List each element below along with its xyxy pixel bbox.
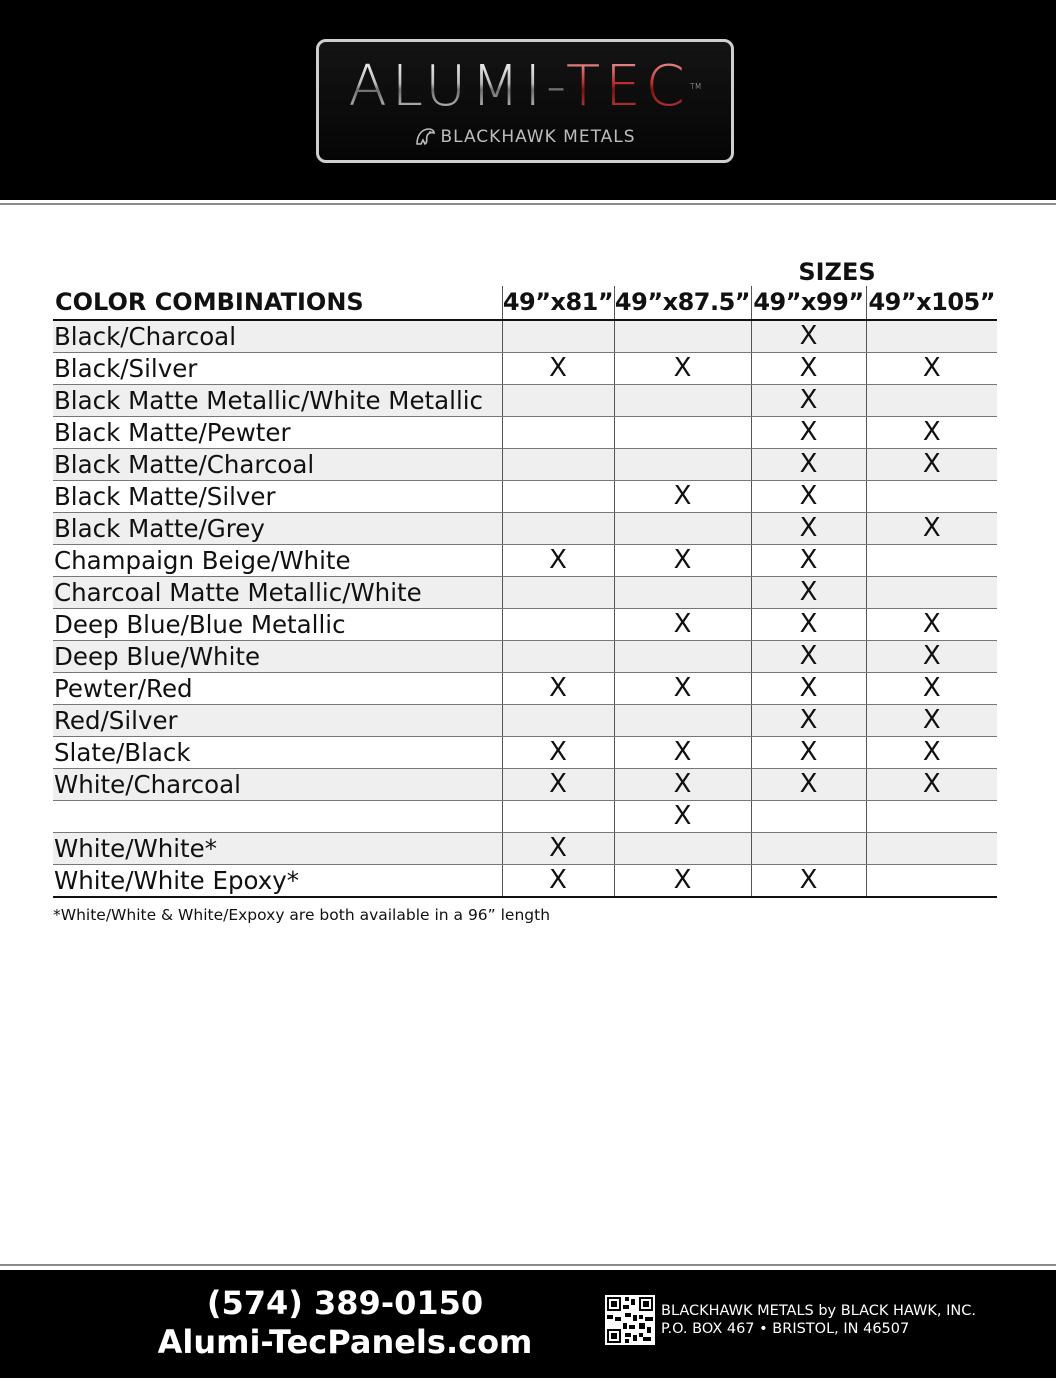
size-header: 49”x87.5” [614, 286, 751, 320]
availability-mark [866, 481, 997, 513]
availability-mark: X [614, 353, 751, 385]
availability-mark [502, 449, 614, 481]
availability-mark [502, 513, 614, 545]
color-combination-name: Champaign Beige/White [53, 545, 502, 577]
logo-trademark: TM [689, 82, 702, 91]
availability-mark: X [751, 641, 866, 673]
availability-mark: X [751, 320, 866, 353]
availability-mark [614, 833, 751, 865]
availability-mark [866, 833, 997, 865]
color-combination-name: Black/Silver [53, 353, 502, 385]
availability-mark: X [866, 737, 997, 769]
availability-mark [614, 513, 751, 545]
alumi-tec-logo [316, 39, 734, 163]
table-row [53, 609, 997, 641]
table-row [53, 801, 997, 833]
size-header: 49”x99” [751, 286, 866, 320]
table-row [53, 353, 997, 385]
size-header: 49”x105” [866, 286, 997, 320]
availability-mark [866, 865, 997, 898]
table-row [53, 769, 997, 801]
color-combination-name: Deep Blue/Blue Metallic [53, 609, 502, 641]
page-footer [0, 1270, 1056, 1378]
availability-mark [614, 385, 751, 417]
table-row [53, 449, 997, 481]
color-combination-name: Black Matte/Silver [53, 481, 502, 513]
logo-subtitle [319, 126, 731, 147]
table-header-row [53, 286, 997, 320]
availability-mark: X [614, 481, 751, 513]
availability-mark: X [502, 833, 614, 865]
availability-mark [866, 545, 997, 577]
color-combination-name: White/Charcoal [53, 769, 502, 801]
table-row [53, 320, 997, 353]
availability-mark: X [866, 449, 997, 481]
availability-mark [502, 801, 614, 833]
availability-mark [502, 641, 614, 673]
availability-mark: X [502, 769, 614, 801]
table-row [53, 577, 997, 609]
color-combination-name: Black Matte/Charcoal [53, 449, 502, 481]
availability-mark: X [751, 673, 866, 705]
availability-mark [614, 705, 751, 737]
availability-mark [751, 801, 866, 833]
availability-mark: X [614, 609, 751, 641]
availability-mark [502, 320, 614, 353]
table-row [53, 705, 997, 737]
availability-mark: X [866, 513, 997, 545]
availability-mark: X [751, 705, 866, 737]
hawk-icon [414, 126, 436, 146]
availability-mark: X [614, 801, 751, 833]
availability-mark: X [502, 673, 614, 705]
color-size-table [53, 286, 997, 898]
company-address [661, 1302, 976, 1338]
availability-mark [614, 320, 751, 353]
availability-mark [866, 577, 997, 609]
table-row [53, 545, 997, 577]
availability-mark: X [751, 513, 866, 545]
availability-mark: X [751, 609, 866, 641]
color-combination-name: White/White* [53, 833, 502, 865]
company-po-box: P.O. BOX 467 • BRISTOL, IN 46507 [661, 1321, 910, 1337]
availability-mark: X [866, 705, 997, 737]
page-header [0, 0, 1056, 200]
table-row [53, 481, 997, 513]
color-combination-name: Black Matte/Grey [53, 513, 502, 545]
availability-mark: X [502, 545, 614, 577]
availability-mark: X [866, 641, 997, 673]
table-row [53, 641, 997, 673]
color-combination-name: Red/Silver [53, 705, 502, 737]
availability-mark: X [751, 353, 866, 385]
logo-word-tec: TEC [566, 54, 690, 119]
table-row [53, 417, 997, 449]
color-combination-name: White/White Epoxy* [53, 865, 502, 898]
availability-mark [502, 609, 614, 641]
availability-mark: X [614, 737, 751, 769]
availability-mark: X [614, 865, 751, 898]
availability-mark [502, 385, 614, 417]
table-row [53, 865, 997, 898]
availability-mark [614, 641, 751, 673]
availability-mark [502, 417, 614, 449]
footnote: *White/White & White/Expoxy are both available in a 96” length [53, 906, 551, 924]
color-combination-name: Deep Blue/White [53, 641, 502, 673]
availability-mark: X [614, 769, 751, 801]
availability-mark [866, 801, 997, 833]
availability-mark [751, 833, 866, 865]
availability-mark: X [751, 417, 866, 449]
availability-mark: X [866, 417, 997, 449]
table-row [53, 833, 997, 865]
availability-mark: X [751, 449, 866, 481]
color-combination-name: Pewter/Red [53, 673, 502, 705]
availability-mark [502, 705, 614, 737]
color-combination-name: Black Matte/Pewter [53, 417, 502, 449]
logo-subtitle-text: BLACKHAWK METALS [440, 127, 636, 147]
availability-mark [866, 385, 997, 417]
qr-code-icon [605, 1295, 655, 1345]
availability-mark: X [751, 545, 866, 577]
availability-mark: X [866, 609, 997, 641]
table-row [53, 513, 997, 545]
availability-mark: X [751, 865, 866, 898]
availability-mark: X [614, 673, 751, 705]
table-row [53, 385, 997, 417]
availability-mark: X [502, 737, 614, 769]
color-combination-name: Black Matte Metallic/White Metallic [53, 385, 502, 417]
availability-mark: X [751, 577, 866, 609]
color-combination-name: Black/Charcoal [53, 320, 502, 353]
availability-mark [502, 577, 614, 609]
logo-word-alumi: ALUMI- [348, 54, 567, 119]
availability-mark [502, 481, 614, 513]
availability-mark: X [751, 769, 866, 801]
size-header: 49”x81” [502, 286, 614, 320]
footer-divider [0, 1264, 1056, 1266]
table-row [53, 737, 997, 769]
color-combinations-header: COLOR COMBINATIONS [53, 286, 502, 320]
header-divider [0, 203, 1056, 205]
website-link[interactable]: Alumi-TecPanels.com [157, 1323, 533, 1361]
availability-mark [614, 449, 751, 481]
availability-mark [614, 577, 751, 609]
phone-number[interactable]: (574) 389-0150 [206, 1284, 484, 1322]
availability-mark: X [866, 353, 997, 385]
availability-mark: X [502, 865, 614, 898]
availability-mark: X [751, 481, 866, 513]
availability-mark: X [751, 385, 866, 417]
availability-mark: X [614, 545, 751, 577]
availability-mark: X [751, 737, 866, 769]
availability-mark: X [866, 769, 997, 801]
sizes-heading: SIZES [798, 258, 876, 286]
table-body [53, 320, 997, 897]
company-name: BLACKHAWK METALS by BLACK HAWK, INC. [661, 1303, 976, 1319]
color-combination-name: Slate/Black [53, 737, 502, 769]
availability-mark: X [502, 353, 614, 385]
availability-mark [614, 417, 751, 449]
availability-mark [866, 320, 997, 353]
color-combination-name: Charcoal Matte Metallic/White [53, 577, 502, 609]
color-combination-name [53, 801, 502, 833]
table-row [53, 673, 997, 705]
availability-mark: X [866, 673, 997, 705]
